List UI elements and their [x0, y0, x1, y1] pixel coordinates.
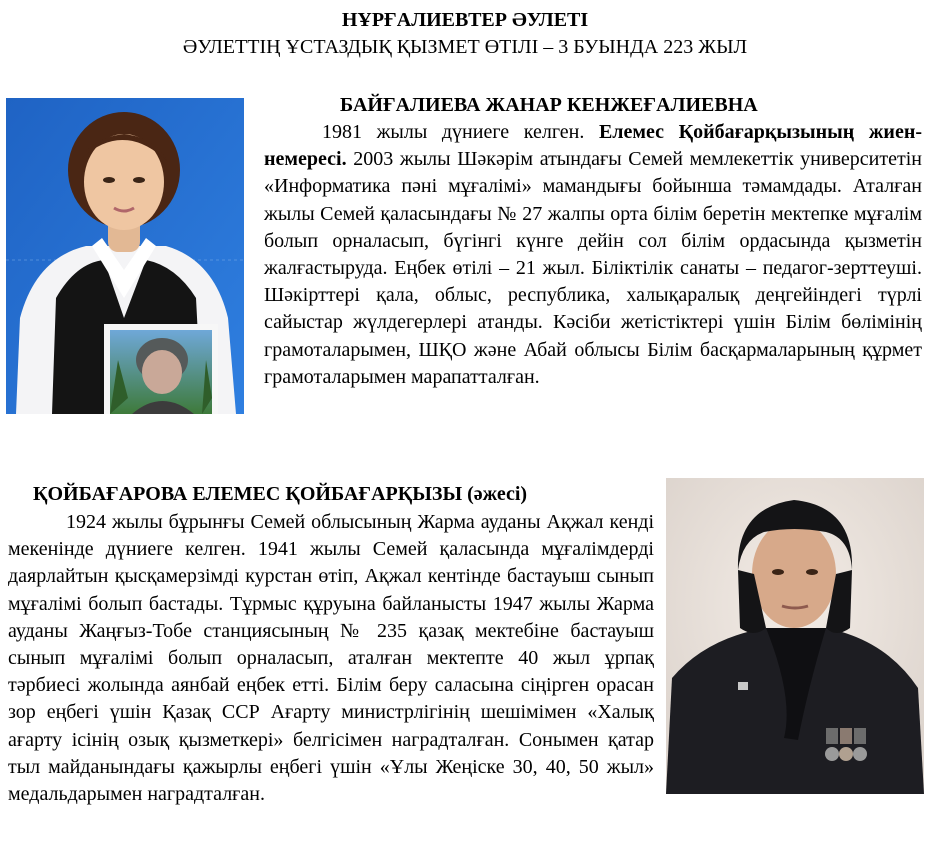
- person2-biography: 1924 жылы бұрынғы Семей облысының Жарма ауданы Ақжал кенді мекенінде дүниеге келген. 1941 жылы Семей қаласында мұғалімдерді даярлайтын қысқамерзімді курстан өтіп, Ақжал кентінде бастауыш сынып мұғалімі болып бастады. Тұрмыс құруына байланысты 1947 жылы Жарма ауданы Жаңғыз-Тобе станциясының № 235 қазақ мектебіне бастауыш сынып мұғалімі болып орналасып, аталған мектепте 40 жыл ұрпақ тәрбиесі жолында аянбай еңбек етті. Білім беру саласына сіңірген орасан зор еңбегі үшін Қазақ ССР Ағарту министрлігінің шешімімен «Халық ағарту ісінің озық қызметкері» белгісімен наградталған. Сонымен қатар тыл майданындағы қажырлы еңбегі үшін «Ұлы Жеңіске 30, 40, 50 жыл» медальдарымен наградталған.: [8, 511, 654, 806]
- person1-bio-rest: 2003 жылы Шәкәрім атындағы Семей мемлекеттік университетін «Информатика пәні мұғалімі» мамандығы бойынша тәмамдады. Аталған жылы Семей қаласындағы № 27 жалпы орта білім беретін мектепке мұғалім болып орналасып, бүгінгі күнге дейін сол білім ордасында қызметін жалғастыруда. Еңбек өтілі – 21 жыл. Біліктілік санаты – педагог-зерттеуші. Шәкірттері қала, облыс, республика, халықаралық деңгейіндегі түрлі сайыстар жүлдегерлері атанды. Кәсіби жетістіктері үшін Білім бөлімінің грамоталарымен, ШҚО және Абай облысы Білім басқармаларының құрмет грамоталарымен марапатталған.: [264, 148, 922, 388]
- person1-biography: [264, 119, 922, 391]
- page-title: НҰРҒАЛИЕВТЕР ӘУЛЕТІ: [341, 9, 589, 31]
- page-subtitle: ӘУЛЕТТІҢ ҰСТАЗДЫҚ ҚЫЗМЕТ ӨТІЛІ – 3 БУЫНДА 223 ЖЫЛ: [182, 36, 748, 58]
- portrait-photo-bayghalieva: [6, 98, 244, 414]
- portrait-photo-koybagarova: [666, 478, 924, 794]
- person2-name: ҚОЙБАҒАРОВА ЕЛЕМЕС ҚОЙБАҒАРҚЫЗЫ (әжесі): [33, 483, 528, 505]
- person1-name: БАЙҒАЛИЕВА ЖАНАР КЕНЖЕҒАЛИЕВНА: [340, 94, 758, 116]
- person1-bio-start: 1981 жылы дүниеге келген.: [322, 121, 599, 143]
- person1-bio-bold: Елемес Қойбағарқызының жиен-немересі.: [264, 121, 923, 171]
